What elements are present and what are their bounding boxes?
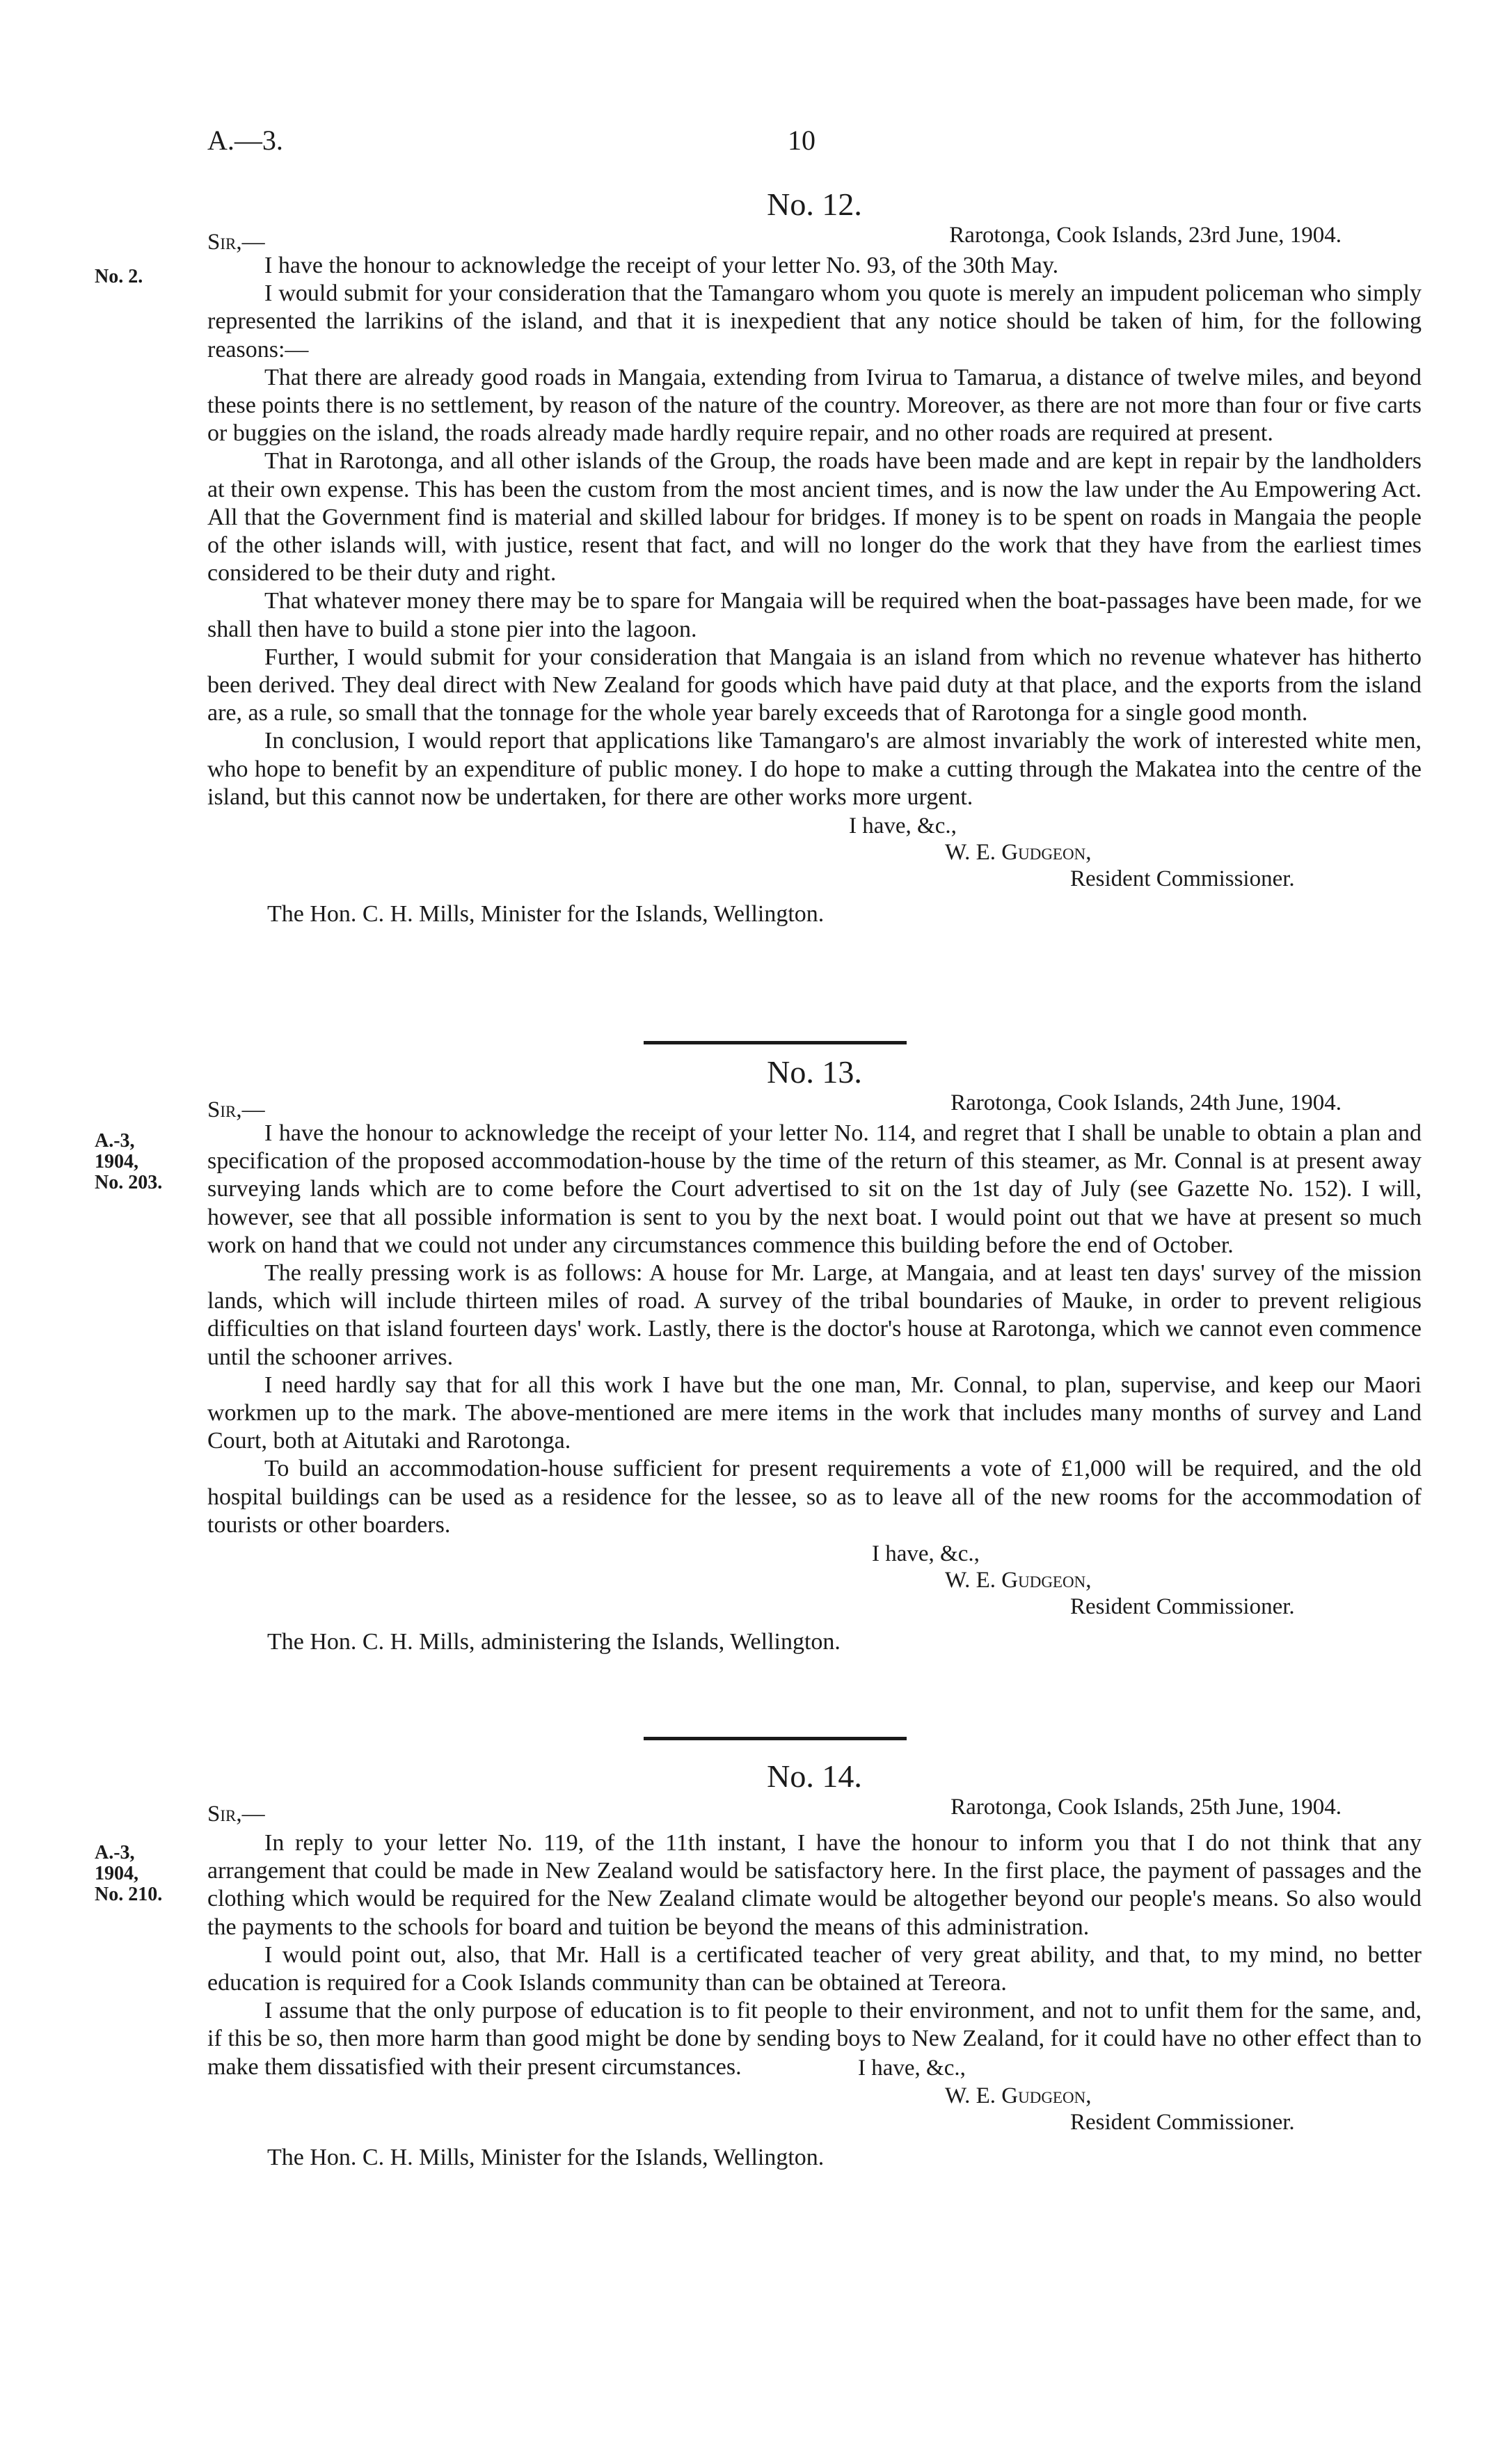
letter-closing: [207, 2055, 1422, 2137]
closing-phrase: I have, &c.,: [858, 2055, 966, 2081]
place-date: Rarotonga, Cook Islands, 25th June, 1904.: [950, 1795, 1342, 1820]
salutation: Sir,—: [207, 1097, 265, 1122]
letter-title: No. 13.: [767, 1054, 862, 1090]
letter-no-12: [207, 186, 1422, 928]
page-number: 10: [788, 125, 815, 156]
paragraph: To build an accommodation-house sufficient for present requirements a vote of £1,000 will be required, and the old hospital buildings can be used as a residence for the lessee, so as to leave all of the new rooms for the accommodation of tourists or other boarders.: [207, 1456, 1422, 1538]
paragraph: That in Rarotonga, and all other islands of the Group, the roads have been made and are kept in repair by the landholders at their own expense. This has been the custom from the most ancient times, and is now the law under the Au Empowering Act. All that the Government find is material and skilled labour for bridges. If money is to be spent on roads in Mangaia the people of the other islands will, with justice, resent that fact, and will no longer do the work that they have from the earliest times considered to be their duty and right.: [207, 448, 1422, 587]
paragraph: In conclusion, I would report that applications like Tamangaro's are almost invariably the work of interested white men, who hope to benefit by an expenditure of public money. I do hope to make a cutting through the Makatea into the centre of the island, but this cannot now be undertaken, for there are other works more urgent.: [207, 728, 1422, 810]
paragraph: I need hardly say that for all this work I have but the one man, Mr. Connal, to plan, supervise, and keep our Maori workmen up to the mark. The above-mentioned are mere items in the work that includes many months of survey and Land Court, both at Aitutaki and Rarotonga.: [207, 1371, 1422, 1454]
addressee: The Hon. C. H. Mills, Minister for the Islands, Wellington.: [267, 2144, 825, 2170]
closing-phrase: I have, &c.,: [849, 813, 957, 839]
paragraph: I would submit for your consideration that the Tamangaro whom you quote is merely an impudent policeman who simply represented the larrikins of the island, and that it is inexpedient that any notice should be taken of him, for the following reasons:—: [207, 280, 1422, 363]
paragraph: Further, I would submit for your consideration that Mangaia is an island from which no revenue whatever has hitherto been derived. They deal direct with New Zealand for goods which have paid duty at that place, and the exports from the island are, as a rule, so small that the tonnage for the whole year barely exceeds that of Rarotonga for a single good month.: [207, 644, 1422, 726]
paragraph: I have the honour to acknowledge the receipt of your letter No. 93, of the 30th May.: [264, 253, 1059, 278]
paragraph: That there are already good roads in Mangaia, extending from Ivirua to Tamarua, a distance of twelve miles, and beyond these points there is no settlement, by reason of the nature of the country. Moreover, as there are not more than four or five carts or buggies on the island, the roads already made hardly require repair, and no other roads are required at present.: [207, 364, 1422, 447]
signature-title: Resident Commissioner.: [1070, 1594, 1295, 1620]
letter-closing: [207, 1539, 1422, 1621]
closing-phrase: I have, &c.,: [872, 1541, 980, 1567]
letter-body: [207, 1120, 1422, 1539]
place-date: Rarotonga, Cook Islands, 24th June, 1904.: [950, 1090, 1342, 1115]
margin-reference: A.-3, 1904, No. 203.: [95, 1130, 163, 1193]
signature: W. E. Gudgeon,: [945, 1568, 1092, 1593]
paragraph: The really pressing work is as follows: A house for Mr. Large, at Mangaia, and at least ten days' survey of the mission lands, which will include thirteen miles of road. A survey of the tribal boundaries of Mauke, in order to prevent religious difficulties on that island fourteen days' work. Lastly, there is the doctor's house at Rarotonga, which we cannot even commence until the schooner arrives.: [207, 1260, 1422, 1370]
salutation: Sir,—: [207, 230, 265, 255]
paragraph: I assume that the only purpose of education is to fit people to their environment, and not to unfit them for the same, and, if this be so, then more harm than good might be done by sending boys to New Zealand, for it could have no other effect than to make them dissatisfied with their present circumstances.: [207, 1998, 1422, 2080]
paragraph: In reply to your letter No. 119, of the 11th instant, I have the honour to inform you that I do not think that any arrangement that could be made in New Zealand would be satisfactory here. In the first place, the payment of passages and the clothing which would be required for the New Zealand climate would be altogether beyond our people's means. So also would the payments to the schools for board and tuition be beyond the means of this administration.: [207, 1830, 1422, 1940]
signature: W. E. Gudgeon,: [945, 2083, 1092, 2108]
addressee: The Hon. C. H. Mills, administering the Islands, Wellington.: [267, 1629, 841, 1655]
letter-title: No. 14.: [767, 1758, 862, 1794]
signature-title: Resident Commissioner.: [1070, 2109, 1295, 2135]
paragraph: I would point out, also, that Mr. Hall is a certificated teacher of very great ability, and that, to my mind, no better education is required for a Cook Islands community than can be obtained at Tereora.: [207, 1941, 1422, 1996]
letter-body: [207, 1829, 1422, 2081]
letter-no-14: [207, 1758, 1422, 2172]
margin-reference: No. 2.: [95, 266, 143, 287]
signature-title: Resident Commissioner.: [1070, 866, 1295, 892]
paragraph: That whatever money there may be to spare for Mangaia will be required when the boat-passages have been made, for we shall then have to build a stone pier into the lagoon.: [207, 588, 1422, 642]
addressee: The Hon. C. H. Mills, Minister for the Islands, Wellington.: [267, 901, 825, 928]
margin-reference: A.-3, 1904, No. 210.: [95, 1842, 163, 1905]
paragraph: I have the honour to acknowledge the receipt of your letter No. 114, and regret that I shall be unable to obtain a plan and specification of the proposed accommodation-house by the time of the return of this steamer, as Mr. Connal is at present away surveying lands which are to come before the Court advertised to sit on the 1st day of July (see Gazette No. 152). I will, however, see that all possible information is sent to you by the next boat. I would point out that we have at present so much work on hand that we could not under any circumstances commence this building before the end of October.: [207, 1120, 1422, 1258]
salutation: Sir,—: [207, 1802, 265, 1827]
letter-no-13: [207, 1054, 1422, 1656]
signature: W. E. Gudgeon,: [945, 840, 1092, 866]
place-date: Rarotonga, Cook Islands, 23rd June, 1904.: [949, 223, 1342, 248]
letter-title: No. 12.: [767, 186, 862, 222]
section-divider: [644, 1041, 907, 1044]
page-series-code: A.—3.: [207, 125, 283, 156]
letter-closing: [207, 811, 1422, 893]
section-divider: [644, 1737, 907, 1740]
letter-body: [207, 252, 1422, 811]
